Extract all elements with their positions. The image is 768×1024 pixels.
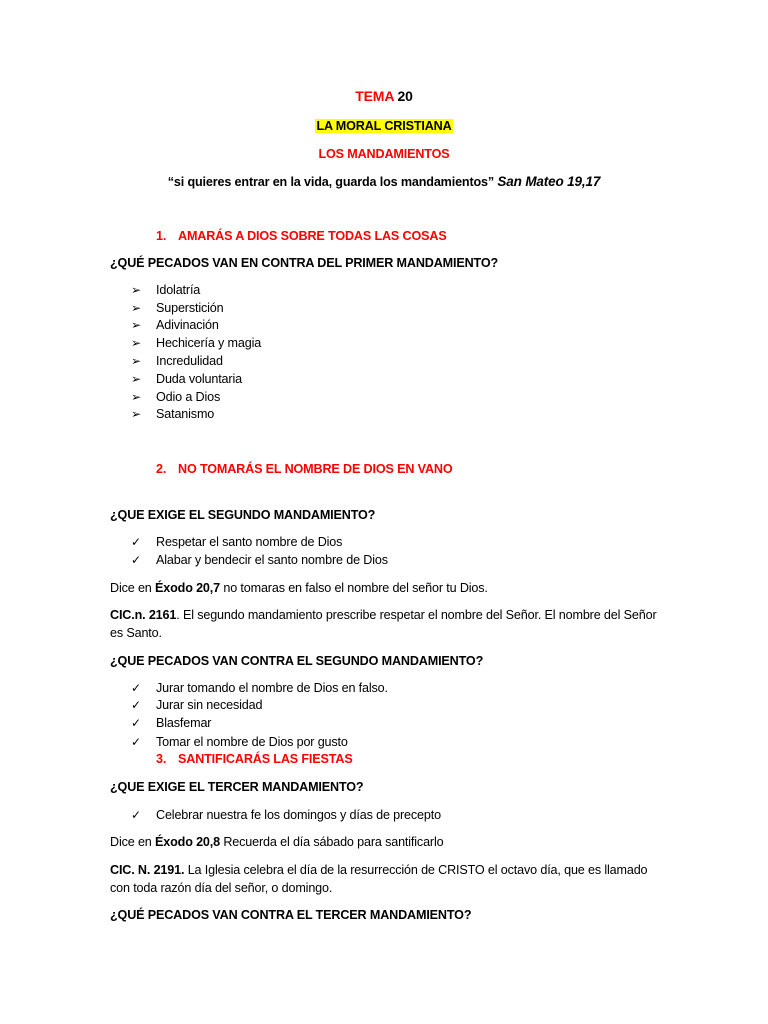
list-item: ➢ Adivinación bbox=[131, 318, 219, 332]
list-item: ✓ Blasfemar bbox=[131, 716, 212, 730]
section2-title bbox=[156, 461, 453, 477]
list-item: ➢ Idolatría bbox=[131, 283, 201, 297]
cic-reference: CIC.n. 2161 bbox=[110, 608, 177, 622]
section2-question: ¿QUE EXIGE EL SEGUNDO MANDAMIENTO? bbox=[110, 508, 376, 522]
subtitle bbox=[0, 118, 768, 134]
list-item: ➢ Superstición bbox=[131, 301, 224, 315]
list-item: ✓ Jurar sin necesidad bbox=[131, 698, 263, 712]
list-item: ➢ Hechicería y magia bbox=[131, 336, 262, 350]
exodo-reference: Éxodo 20,7 bbox=[155, 581, 220, 595]
check-bullet-icon: ✓ bbox=[131, 735, 141, 749]
section3-number: 3. bbox=[156, 752, 167, 766]
check-bullet-icon: ✓ bbox=[131, 553, 141, 567]
section2-sins-question: ¿QUE PECADOS VAN CONTRA EL SEGUNDO MANDAMIENTO? bbox=[110, 654, 484, 668]
quote-text: “si quieres entrar en la vida, guarda los mandamientos” bbox=[167, 175, 495, 189]
list-item: ✓ Alabar y bendecir el santo nombre de Dios bbox=[131, 553, 388, 567]
list-item: ✓ Respetar el santo nombre de Dios bbox=[131, 535, 343, 549]
check-bullet-icon: ✓ bbox=[131, 681, 141, 695]
section3-cic-paragraph: CIC. N. 2191. La Iglesia celebra el día de la resurrección de CRISTO el octavo día, que es llamado con toda razón día del señor, o domingo. bbox=[110, 863, 648, 895]
check-bullet-icon: ✓ bbox=[131, 716, 141, 730]
section3-title-text: SANTIFICARÁS LAS FIESTAS bbox=[178, 752, 353, 766]
list-item: ✓ Celebrar nuestra fe los domingos y días de precepto bbox=[131, 808, 441, 822]
arrow-bullet-icon: ➢ bbox=[131, 283, 141, 297]
list-item: ✓ Jurar tomando el nombre de Dios en falso. bbox=[131, 681, 388, 695]
arrow-bullet-icon: ➢ bbox=[131, 407, 141, 421]
section3-sins-question: ¿QUÉ PECADOS VAN CONTRA EL TERCER MANDAMIENTO? bbox=[110, 908, 472, 922]
list-item: ➢ Satanismo bbox=[131, 407, 215, 421]
quote-reference: San Mateo 19,17 bbox=[497, 174, 601, 189]
section3-question: ¿QUE EXIGE EL TERCER MANDAMIENTO? bbox=[110, 780, 364, 794]
section2-cic-paragraph: CIC.n. 2161. El segundo mandamiento prescribe respetar el nombre del Señor. El nombre del Señor es Santo. bbox=[110, 608, 657, 640]
check-bullet-icon: ✓ bbox=[131, 698, 141, 712]
section3-title bbox=[156, 751, 353, 767]
section1-title-text: AMARÁS A DIOS SOBRE TODAS LAS COSAS bbox=[178, 229, 447, 243]
section2-number: 2. bbox=[156, 462, 167, 476]
list-item: ✓ Tomar el nombre de Dios por gusto bbox=[131, 735, 348, 749]
list-item: ➢ Odio a Dios bbox=[131, 390, 221, 404]
section1-number: 1. bbox=[156, 229, 167, 243]
arrow-bullet-icon: ➢ bbox=[131, 390, 141, 404]
check-bullet-icon: ✓ bbox=[131, 535, 141, 549]
arrow-bullet-icon: ➢ bbox=[131, 372, 141, 386]
section-heading: LOS MANDAMIENTOS bbox=[318, 147, 450, 161]
tema-label: TEMA bbox=[355, 88, 394, 104]
subtitle-highlight: LA MORAL CRISTIANA bbox=[316, 119, 452, 133]
cic-reference: CIC. N. 2191. bbox=[110, 863, 185, 877]
tema-number: 20 bbox=[393, 88, 413, 104]
section3-exodo: Dice en Éxodo 20,8 Recuerda el día sábado para santificarlo bbox=[110, 835, 444, 849]
section2-exodo: Dice en Éxodo 20,7 no tomaras en falso el nombre del señor tu Dios. bbox=[110, 581, 488, 595]
list-item: ➢ Duda voluntaria bbox=[131, 372, 242, 386]
section2-title-text: NO TOMARÁS EL NOMBRE DE DIOS EN VANO bbox=[178, 462, 453, 476]
section1-question: ¿QUÉ PECADOS VAN EN CONTRA DEL PRIMER MANDAMIENTO? bbox=[110, 256, 499, 270]
page-title bbox=[0, 88, 768, 104]
arrow-bullet-icon: ➢ bbox=[131, 336, 141, 350]
arrow-bullet-icon: ➢ bbox=[131, 354, 141, 368]
quote bbox=[0, 174, 768, 190]
arrow-bullet-icon: ➢ bbox=[131, 301, 141, 315]
list-item: ➢ Incredulidad bbox=[131, 354, 223, 368]
section1-title bbox=[156, 228, 447, 244]
exodo-reference: Éxodo 20,8 bbox=[155, 835, 220, 849]
check-bullet-icon: ✓ bbox=[131, 808, 141, 822]
arrow-bullet-icon: ➢ bbox=[131, 318, 141, 332]
